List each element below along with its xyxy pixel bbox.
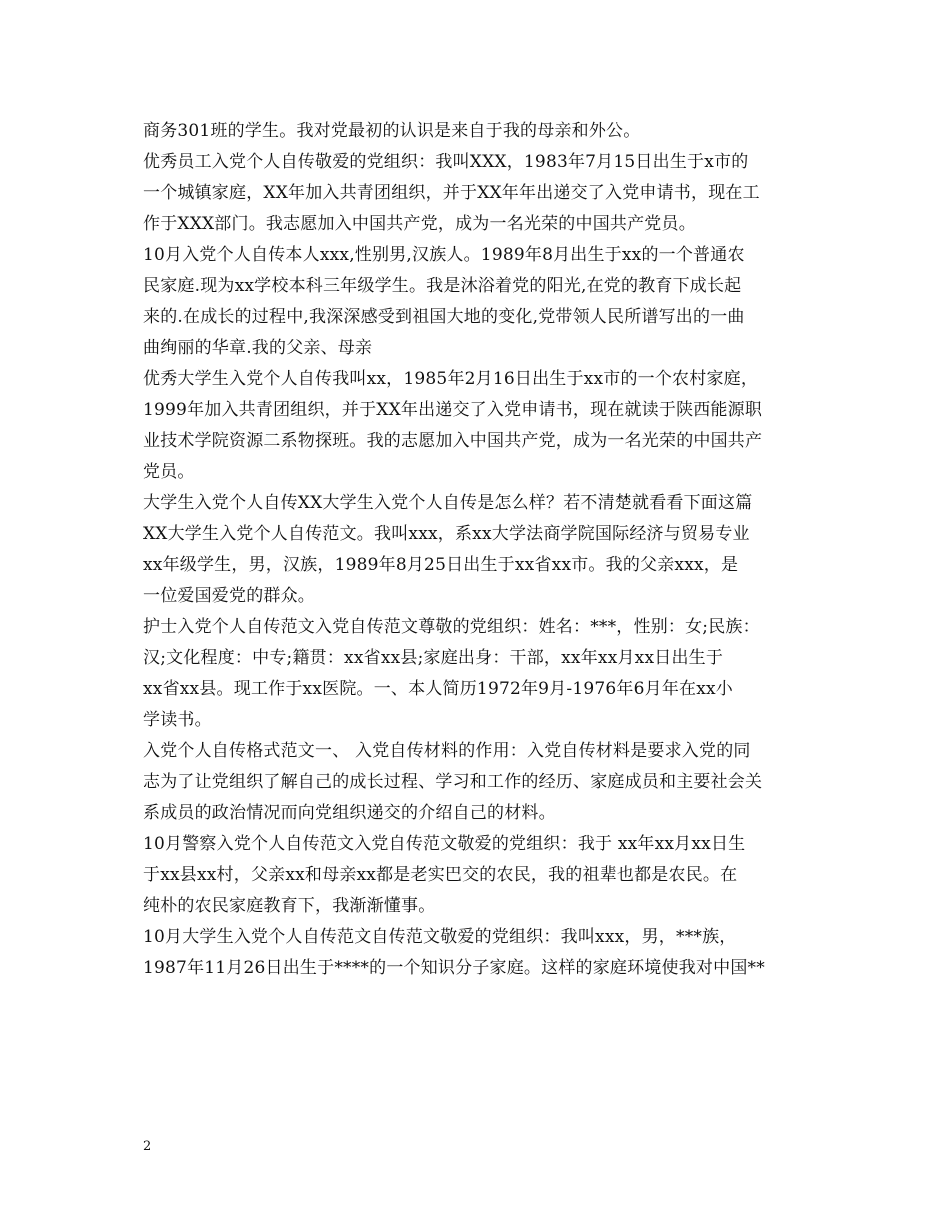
text-line: 商务301班的学生。我对党最初的认识是来自于我的母亲和外公。 [143, 121, 641, 141]
text-line: XX大学生入党个人自传范文。我叫xxx，系xx大学法商学院国际经济与贸易专业 [143, 524, 750, 544]
document-body [143, 116, 823, 984]
text-line: 1987年11月26日出生于****的一个知识分子家庭。这样的家庭环境使我对中国** [143, 958, 765, 978]
text-line: xx年级学生，男，汉族，1989年8月25日出生于xx省xx市。我的父亲xxx，是 [143, 555, 739, 575]
text-line: 10月警察入党个人自传范文入党自传范文敬爱的党组织：我于 xx年xx月xx日生 [143, 834, 746, 854]
text-line: 1999年加入共青团组织，并于XX年出递交了入党申请书，现在就读于陕西能源职 [143, 400, 763, 420]
text-line: 优秀员工入党个人自传敬爱的党组织：我叫XXX，1983年7月15日出生于x市的 [143, 152, 749, 172]
text-line: 优秀大学生入党个人自传我叫xx，1985年2月16日出生于xx市的一个农村家庭， [143, 369, 759, 389]
text-line: 一位爱国爱党的群众。 [143, 586, 315, 606]
text-line: 来的.在成长的过程中,我深深感受到祖国大地的变化,党带领人民所谱写出的一曲 [143, 307, 745, 327]
text-line: 作于XXX部门。我志愿加入中国共产党，成为一名光荣的中国共产党员。 [143, 214, 696, 234]
text-line: 一个城镇家庭，XX年加入共青团组织，并于XX年年出递交了入党申请书，现在工 [143, 183, 760, 203]
text-line: 10月大学生入党个人自传范文自传范文敬爱的党组织：我叫xxx，男，***族， [143, 927, 737, 947]
text-line: 入党个人自传格式范文一、 入党自传材料的作用：入党自传材料是要求入党的同 [143, 741, 751, 761]
text-line: 大学生入党个人自传XX大学生入党个人自传是怎么样？若不清楚就看看下面这篇 [143, 493, 753, 513]
text-line: 学读书。 [143, 710, 212, 730]
text-line: 10月入党个人自传本人xxx,性别男,汉族人。1989年8月出生于xx的一个普通农 [143, 245, 745, 265]
text-line: 汉;文化程度：中专;籍贯：xx省xx县;家庭出身：干部，xx年xx月xx日出生于 [143, 648, 724, 668]
text-line: 系成员的政治情况而向党组织递交的介绍自己的材料。 [143, 803, 556, 823]
text-line: 民家庭.现为xx学校本科三年级学生。我是沐浴着党的阳光,在党的教育下成长起 [143, 276, 742, 296]
text-line: 志为了让党组织了解自己的成长过程、学习和工作的经历、家庭成员和主要社会关 [143, 772, 763, 792]
text-line: 党员。 [143, 462, 195, 482]
text-line: 曲绚丽的华章.我的父亲、母亲 [143, 338, 373, 358]
text-line: 护士入党个人自传范文入党自传范文尊敬的党组织：姓名：***，性别：女;民族： [143, 617, 760, 637]
text-line: xx省xx县。现工作于xx医院。一、本人简历1972年9月-1976年6月年在xx小 [143, 679, 734, 699]
text-line: 于xx县xx村，父亲xx和母亲xx都是老实巴交的农民，我的祖辈也都是农民。在 [143, 865, 738, 885]
text-line: 纯朴的农民家庭教育下，我渐渐懂事。 [143, 896, 436, 916]
page-number: 2 [143, 1139, 152, 1154]
text-line: 业技术学院资源二系物探班。我的志愿加入中国共产党，成为一名光荣的中国共产 [143, 431, 763, 451]
